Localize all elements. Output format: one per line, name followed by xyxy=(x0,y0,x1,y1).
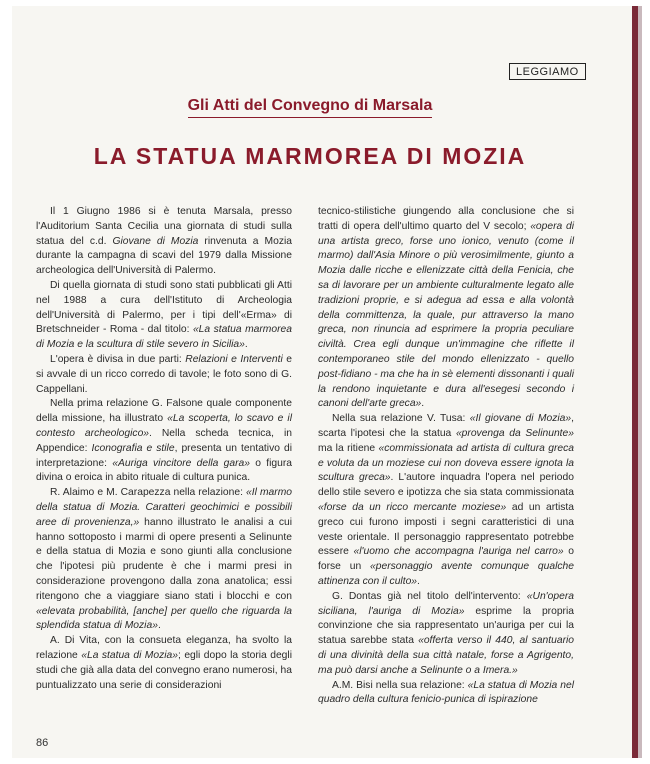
paragraph xyxy=(36,486,292,634)
text-run: . xyxy=(417,575,420,587)
italic-run: «La scoperta, lo scavo e il contesto archeologico» xyxy=(36,413,293,439)
italic-run: Iconografia e stile xyxy=(91,442,175,454)
text-run: R. Alaimo e M. Carapezza nella relazione: xyxy=(50,487,247,499)
text-run: A.M. Bisi nella sua relazione: xyxy=(332,679,468,691)
article-kicker xyxy=(0,96,620,118)
italic-run: «Il marmo della statua di Mozia. Caratteri geochimici e possibili aree di provenienza,» xyxy=(36,487,292,528)
text-run: e si avvale di un ricco corredo di tavole; le foto sono di G. Cappellani. xyxy=(36,353,292,395)
paragraph xyxy=(318,590,574,679)
kicker-text: Gli Atti del Convegno di Marsala xyxy=(188,96,433,118)
text-run: , presenta un tentativo di interpretazione: xyxy=(36,442,292,469)
paragraph xyxy=(36,634,292,693)
text-run: rinvenuta a Mozia durante la campagna di scavi del 1979 dalla Missione archeologica dell'Università di Palermo. xyxy=(36,235,292,277)
left-column xyxy=(36,205,292,693)
italic-run: «Auriga vincitore della gara» xyxy=(112,457,250,469)
text-run: Il 1 Giugno 1986 si è tenuta Marsala, presso l'Auditorium Santa Cecilia una giornata di studi sulla statua del c.d. xyxy=(36,206,292,247)
text-run: Di quella giornata di studi sono stati pubblicati gli Atti nel 1988 a cura dell'Istituto di Archeologia dell'Università di Palermo, per i tipi dell'«Erma» di Bretschneider - Roma - dal titolo: xyxy=(36,279,292,336)
text-run: tecnico-stilistiche giungendo alla conclusione che si tratti di opera dell'ultimo quarto del V secolo; xyxy=(318,206,574,232)
italic-run: Relazioni e Interventi xyxy=(185,353,283,365)
italic-run: «l'uomo che accompagna l'auriga nel carro» xyxy=(353,546,564,558)
section-tag: LEGGIAMO xyxy=(509,63,586,80)
italic-run: «personaggio avente comunque qualche attinenza con il culto» xyxy=(318,561,574,587)
right-column xyxy=(318,205,574,708)
text-run: hanno illustrato le analisi a cui hanno sottoposto i marmi di opere presenti a Selinunte e della statua di Mozia e sono giunti alla conclusione che l'ipotesi più prudente è che i marmi presi in considerazione provengono dalla zona anatolica; essi ritengono che a viaggiare siano stati i blocchi e con xyxy=(36,516,292,602)
italic-run: «elevata probabilità, [anche] per quello che riguarda la splendida statua di Mozia» xyxy=(36,605,292,632)
text-run: A. Di Vita, con la consueta eleganza, ha svolto la relazione xyxy=(36,635,292,661)
article-title: LA STATUA MARMOREA DI MOZIA xyxy=(93,143,527,169)
paragraph xyxy=(318,205,574,412)
text-run: , scarta l'ipotesi che la statua xyxy=(318,413,574,439)
italic-run: «Un'opera siciliana, l'auriga di Mozia» xyxy=(318,590,574,617)
text-run: Nella sua relazione V. Tusa: xyxy=(332,413,470,425)
text-run: . xyxy=(157,620,161,632)
text-run: ; egli dopo la storia degli studi che già alla data del convegno erano numerosi, ha puntualizzato una serie di considerazioni xyxy=(36,649,292,691)
text-run: ad un artista greco cui furono imposti i segni caratteristici di una veste orientale. Il personaggio rappresentato potrebbe essere xyxy=(318,501,575,558)
italic-run: «La statua marmorea di Mozia e la scultura di stile severo in Sicilia» xyxy=(36,324,292,351)
italic-run: «opera di una artista greco, forse uno ionico, venuto (come il marmo) dall'Asia Minore o più verosimilmente, giunto a Mozia dalle ricche e ellenizzate città della Fenicia, che sa di lavorare per un ambiente culturalmente legato alle tradizioni proprie, e si adegua ad essa e alla volontà della committenza, la quale, pur attraverso la mano greca, non rinuncia ad esprimere la propria peculiare civiltà. Crea egli dunque un'immagine che riflette il contemporaneo stile del mondo ellenizzato - quello post-fidiano - ma che ha in sè elementi dissonanti i quali la rendono inquietante e dura all'esegesi secondo i canoni dell'arte greca» xyxy=(318,220,575,410)
text-run: ma la ritiene xyxy=(318,442,379,454)
italic-run: «La statua di Mozia nel quadro della cultura fenicio-punica di ispirazione xyxy=(318,679,574,706)
text-run: o figura divina o eroica in abito rituale di cultura punica. xyxy=(36,457,292,484)
text-run: o forse un xyxy=(318,546,574,573)
page-edge-shadow xyxy=(638,6,642,758)
paragraph xyxy=(36,205,292,279)
italic-run: «provenga da Selinunte» xyxy=(455,427,574,439)
text-run: G. Dontas già nel titolo dell'intervento: xyxy=(332,590,527,602)
paragraph xyxy=(36,353,292,397)
text-run: . xyxy=(421,398,425,410)
text-run: . Nella scheda tecnica, in Appendice: xyxy=(36,427,292,454)
page-number: 86 xyxy=(36,737,49,749)
italic-run: «La statua di Mozia» xyxy=(81,649,179,661)
italic-run: «Il giovane di Mozia» xyxy=(469,413,572,425)
text-run: L'opera è divisa in due parti: xyxy=(50,353,186,365)
italic-run: «offerta verso il 440, al santuario di una divinità della sua città natale, forse a Agrigento, ma può darsi anche a Selinunte o a Imera.» xyxy=(318,635,575,676)
paragraph xyxy=(318,679,574,709)
text-run: . L'autore inquadra l'opera nel periodo dello stile severo e ipotizza che sia stata commissionata xyxy=(318,472,574,499)
italic-run: «commissionata ad artista di cultura greca e voluta da un moziese cui non doveva essere ignota la scultura greca» xyxy=(318,442,574,484)
paragraph xyxy=(318,412,574,590)
text-run: esprime la propria convinzione che sia rappresentato un'auriga per cui la statua sarebbe stata xyxy=(318,605,574,647)
italic-run: Giovane di Mozia xyxy=(112,235,199,247)
italic-run: «forse da un ricco mercante moziese» xyxy=(318,501,507,513)
text-run: Nella prima relazione G. Falsone quale componente della missione, ha illustrato xyxy=(36,398,292,425)
text-run: . xyxy=(244,339,248,351)
paragraph xyxy=(36,279,292,353)
paragraph xyxy=(36,397,292,486)
